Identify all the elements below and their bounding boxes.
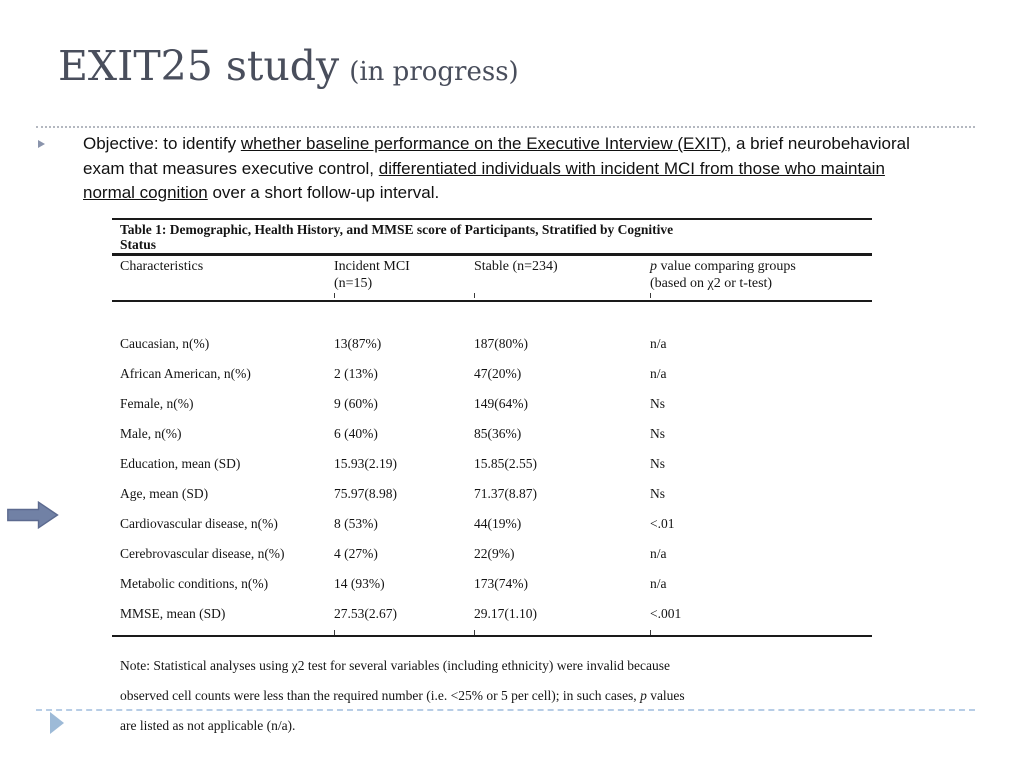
row-p-value: Ns (650, 456, 666, 471)
top-divider-dotted-line (36, 126, 975, 128)
objective-line-3: normal cognition over a short follow-up interval. (83, 183, 440, 202)
title-suffix-text: (in progress) (349, 57, 519, 87)
objective-line-1: Objective: to identify whether baseline performance on the Executive Interview (EXIT), a brief neurobehavioral (83, 134, 910, 153)
objective-block (38, 132, 983, 206)
pointer-arrow-icon (7, 501, 59, 529)
row-p-value: Ns (650, 426, 666, 441)
row-label: Caucasian, n(%) (120, 336, 210, 351)
header-characteristics: Characteristics (120, 259, 204, 274)
row-mci-value: 27.53(2.67) (334, 606, 397, 621)
column-tick (650, 630, 651, 635)
table-row (112, 569, 872, 599)
table1 (112, 218, 872, 637)
header-stable: Stable (n=234) (474, 259, 558, 274)
row-mci-value: 8 (53%) (334, 516, 378, 531)
table-row (112, 509, 872, 539)
table-row (112, 419, 872, 449)
row-p-value: Ns (650, 396, 666, 411)
column-tick (334, 293, 335, 298)
title-text: EXIT25 study (58, 42, 340, 90)
objective-line-2: exam that measures executive control, differentiated individuals with incident MCI from those who maintain (83, 158, 885, 178)
nav-triangle-icon (50, 712, 64, 734)
objective-text (83, 132, 983, 206)
row-stable-value: 71.37(8.87) (474, 486, 537, 501)
row-p-value: n/a (650, 576, 667, 591)
row-mci-value: 2 (13%) (334, 366, 378, 381)
row-mci-value: 13(87%) (334, 336, 382, 351)
row-label: Male, n(%) (120, 426, 182, 441)
row-stable-value: 47(20%) (474, 366, 522, 381)
row-mci-value: 9 (60%) (334, 396, 378, 411)
header-p-value: p value comparing groups (based on χ2 or t-test) (650, 259, 796, 291)
slide-title (58, 42, 519, 90)
row-label: Age, mean (SD) (120, 486, 209, 501)
note-line-2: observed cell counts were less than the required number (i.e. <25% or 5 per cell); in such cases, p values (120, 688, 685, 703)
row-label: Cardiovascular disease, n(%) (120, 516, 278, 531)
row-label: MMSE, mean (SD) (120, 606, 226, 621)
bottom-divider-dashed-line (36, 709, 975, 711)
note-line-1: Note: Statistical analyses using χ2 test for several variables (including ethnicity) were invalid because (120, 658, 670, 673)
column-tick (334, 630, 335, 635)
row-p-value: n/a (650, 546, 667, 561)
row-label: Female, n(%) (120, 396, 194, 411)
table-row (112, 449, 872, 479)
table-row (112, 599, 872, 629)
table1-header-row (112, 256, 872, 302)
row-mci-value: 14 (93%) (334, 576, 385, 591)
row-mci-value: 15.93(2.19) (334, 456, 397, 471)
row-label: Cerebrovascular disease, n(%) (120, 546, 285, 561)
row-stable-value: 85(36%) (474, 426, 522, 441)
row-label: Metabolic conditions, n(%) (120, 576, 269, 591)
row-stable-value: 22(9%) (474, 546, 515, 561)
table-row (112, 539, 872, 569)
row-mci-value: 75.97(8.98) (334, 486, 397, 501)
row-label: African American, n(%) (120, 366, 251, 381)
table1-body (112, 302, 872, 635)
column-tick (474, 293, 475, 298)
header-incident-mci: Incident MCI (n=15) (334, 259, 410, 291)
row-stable-value: 44(19%) (474, 516, 522, 531)
row-stable-value: 173(74%) (474, 576, 528, 591)
note-line-3: are listed as not applicable (n/a). (120, 718, 296, 733)
row-stable-value: 187(80%) (474, 336, 528, 351)
row-stable-value: 149(64%) (474, 396, 528, 411)
row-p-value: <.001 (650, 606, 682, 621)
table-row (112, 359, 872, 389)
row-stable-value: 15.85(2.55) (474, 456, 537, 471)
row-p-value: <.01 (650, 516, 675, 531)
column-tick (650, 293, 651, 298)
table-row (112, 389, 872, 419)
row-p-value: Ns (650, 486, 666, 501)
row-p-value: n/a (650, 366, 667, 381)
row-p-value: n/a (650, 336, 667, 351)
row-stable-value: 29.17(1.10) (474, 606, 537, 621)
table-row (112, 479, 872, 509)
row-mci-value: 6 (40%) (334, 426, 378, 441)
table-note (120, 651, 880, 741)
row-mci-value: 4 (27%) (334, 546, 378, 561)
row-label: Education, mean (SD) (120, 456, 241, 471)
table-row (112, 329, 872, 359)
bullet-triangle-icon (38, 140, 45, 148)
table1-caption: Table 1: Demographic, Health History, and MMSE score of Participants, Stratified by Cognitive Status (112, 220, 872, 256)
column-tick (474, 630, 475, 635)
